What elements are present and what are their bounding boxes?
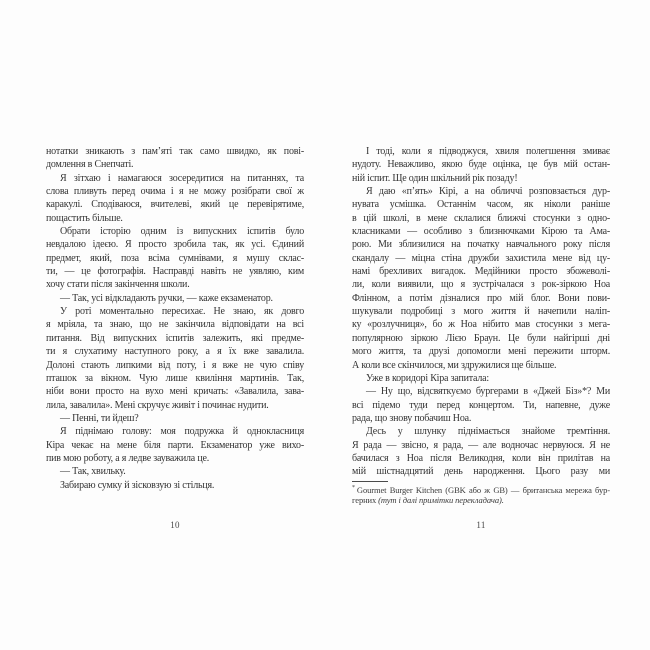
text-line: класниками — особливо з близнючками Кірою та Ама- <box>352 226 610 238</box>
footnote-line <box>352 495 610 505</box>
text-line: ти, — це фотографія. Насправді навіть не уявляю, ким <box>46 266 304 278</box>
text-line: ли, коли виявили, що я зустрічалася з рок-зіркою Ноа <box>352 279 610 291</box>
text-line: А коли все скінчилося, ми здружилися ще більше. <box>352 359 557 371</box>
text-line: питання. Від випускних іспитів залежить, які предме- <box>46 332 304 344</box>
text-line: нувата усмішка. Останнім часом, як ніколи раніше <box>352 199 610 211</box>
text-line: Обрати історію одним із випускних іспитів було <box>60 226 304 238</box>
footnote-text-italic: (тут і далі примітки перекладача). <box>378 495 504 506</box>
text-line: — Так, усі відкладають ручки, — каже екзаменатор. <box>60 292 273 304</box>
footnote <box>352 481 610 505</box>
text-line: Забираю сумку й зісковзую зі стільця. <box>60 479 215 491</box>
text-line: слова пливуть перед очима і я не можу розібрати свої ж <box>46 186 304 198</box>
page-right <box>352 145 610 565</box>
text-line: мій шістнадцятий день народження. Цього разу ми <box>352 466 610 478</box>
text-line: У роті моментально пересихає. Не знаю, як довго <box>60 306 304 318</box>
text-line: хочу стати після закінчення школи. <box>46 279 190 291</box>
text-line: Долоні стають липкими від поту, і я вже не чую співу <box>46 359 304 371</box>
text-line: намі брехливих вигадок. Медійники просто збожеволі- <box>352 266 610 278</box>
page-left <box>46 145 304 565</box>
text-line: Я даю «п’ять» Кірі, а на обличчі розповзається дур- <box>366 186 610 198</box>
text-line: нудоту. Неважливо, якою буде оцінка, це був мій остан- <box>352 159 610 171</box>
text-line: невдалою ідеєю. Я просто зробила так, як усі. Єдиний <box>46 239 304 251</box>
text-line: рада, що знову побачиш Ноа. <box>352 412 472 424</box>
text-line: — Пенні, ти йдеш? <box>60 412 139 424</box>
text-line: рою. Ми зблизилися на початку навчального року після <box>352 239 610 251</box>
text-line: предмет, який, поза всіма сумнівами, я мушу склас- <box>46 252 304 264</box>
text-line: ти я слухатиму наступного року, а я їх вже завалила. <box>46 346 304 358</box>
text-line: — Ну що, відсвяткуємо бургерами в «Джей Біз»*? Ми <box>366 386 610 398</box>
text-line: Я зітхаю і намагаюся зосередитися на питаннях, та <box>60 172 304 184</box>
footnote-line <box>352 485 610 495</box>
footnote-text: герних <box>352 495 379 506</box>
text-line: каракулі. Сподіваюся, вчителеві, який це перевірятиме, <box>46 199 304 211</box>
text-line: шукували подробиці з мого життя й начепили наліп- <box>352 306 610 318</box>
text-line: пив мою роботу, а я ледве зауважила це. <box>46 452 210 464</box>
footnote-marker: * <box>352 485 355 492</box>
footnote-divider <box>352 481 388 482</box>
text-line: в цій школі, в мене склалися ближчі стосунки з одно- <box>352 212 610 224</box>
footnote-text: Gourmet Burger Kitchen (GBK або ж GB) — британська мережа бур- <box>356 485 610 495</box>
text-line: Я піднімаю голову: моя подружка й однокласниця <box>60 426 304 438</box>
text-line: ній іспит. Ще один шкільний рік позаду! <box>352 172 518 184</box>
page-number: 10 <box>170 520 180 530</box>
text-line: домлення в Снепчаті. <box>46 159 134 171</box>
text-line: ку «розлучниця», бо ж Ноа нібито мав стосунки з мега- <box>352 319 610 331</box>
text-line: Десь у шлунку піднімається знайоме тремтіння. <box>366 426 610 438</box>
page-left-text <box>46 145 304 492</box>
text-line: І тоді, коли я підводжуся, хвиля полегшення змиває <box>366 146 610 157</box>
text-line: скандалу — міцна стіна дружби захистила мене від цу- <box>352 252 610 264</box>
page-right-text <box>352 145 610 479</box>
text-line: я мріяла, та знаю, що не закінчила відповідати на всі <box>46 319 304 331</box>
text-line: — Так, хвильку. <box>60 466 126 478</box>
text-line: лила, завалила». Мені скручує живіт і починає нудити. <box>46 399 269 411</box>
text-line: всі підемо туди перед концертом. Ти, напевне, дуже <box>352 399 610 411</box>
text-line: пташок за вікном. Чую лише квиління мартинів. Так, <box>46 372 304 384</box>
text-line: Я рада — звісно, я рада, — але водночас нервуюся. Я не <box>352 439 610 451</box>
text-line: бачилася з Ноа після Великодня, коли він прилітав на <box>352 452 610 464</box>
text-line: мого життя, та друзі допомогли мені пережити шторм. <box>352 346 610 358</box>
text-line: популярною зіркою Лією Браун. Це були найгірші дні <box>352 332 610 344</box>
text-line: Флінном, а потім дізналися про мій блог. Вони пови- <box>352 292 610 304</box>
text-line: пощастить більше. <box>46 212 123 224</box>
text-line: нотатки зникають з пам’яті так само швидко, як пові- <box>46 146 304 157</box>
text-line: Уже в коридорі Кіра запитала: <box>366 372 489 384</box>
page-number: 11 <box>476 520 486 530</box>
text-line: ніби вони просто на вухо мені кричать: «Завалила, зава- <box>46 386 304 398</box>
text-line: Кіра чекає на мене біля парти. Екзаменатор уже вихо- <box>46 439 304 451</box>
